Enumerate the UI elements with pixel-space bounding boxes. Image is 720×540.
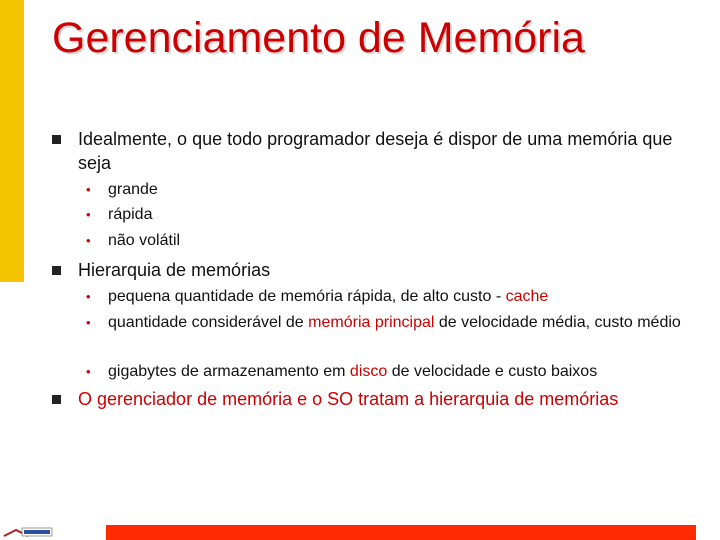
bullet-3-text: O gerenciador de memória e o SO tratam a hierarquia de memórias bbox=[78, 389, 619, 409]
bullet-2-sub-2 bbox=[86, 312, 698, 334]
highlight-memoria-principal: memória principal bbox=[308, 314, 435, 331]
logo-icon bbox=[2, 522, 56, 540]
square-bullet-icon bbox=[52, 135, 61, 144]
sub-text-before: quantidade considerável de bbox=[108, 314, 309, 331]
highlight-cache: cache bbox=[505, 288, 549, 305]
bullet-1-sub-1 bbox=[86, 179, 698, 201]
bullet-1-sub-1-text: grande bbox=[108, 181, 158, 198]
side-accent-bar bbox=[0, 0, 24, 282]
dot-bullet-icon: • bbox=[86, 182, 91, 197]
bullet-2-sub-1 bbox=[86, 286, 698, 308]
square-bullet-icon bbox=[52, 266, 61, 275]
bullet-2 bbox=[78, 258, 708, 282]
sub-text-after: de velocidade média, custo médio bbox=[434, 314, 681, 331]
slide-title: Gerenciamento de Memória bbox=[52, 14, 585, 62]
bullet-1 bbox=[78, 127, 708, 175]
dot-bullet-icon: • bbox=[86, 289, 91, 304]
bullet-1-sub-2-text: rápida bbox=[108, 206, 153, 223]
dot-bullet-icon: • bbox=[86, 315, 91, 330]
dot-bullet-icon: • bbox=[86, 233, 91, 248]
bullet-1-sub-3 bbox=[86, 230, 698, 252]
dot-bullet-icon: • bbox=[86, 364, 91, 379]
bullet-1-text: Idealmente, o que todo programador deseja é dispor de uma memória que seja bbox=[78, 129, 673, 173]
dot-bullet-icon: • bbox=[86, 207, 91, 222]
bullet-1-sub-3-text: não volátil bbox=[108, 232, 181, 249]
bullet-2-sub-3 bbox=[86, 361, 698, 383]
sub-text-after: de velocidade e custo baixos bbox=[387, 363, 598, 380]
bullet-2-text: Hierarquia de memórias bbox=[78, 260, 271, 280]
bullet-3 bbox=[78, 387, 708, 411]
bullet-1-sub-2 bbox=[86, 204, 698, 226]
sub-text-before: pequena quantidade de memória rápida, de alto custo - bbox=[108, 288, 506, 305]
sub-text-before: gigabytes de armazenamento em bbox=[108, 363, 350, 380]
highlight-disco: disco bbox=[349, 363, 388, 380]
square-bullet-icon bbox=[52, 395, 61, 404]
footer-accent-bar bbox=[106, 525, 696, 540]
